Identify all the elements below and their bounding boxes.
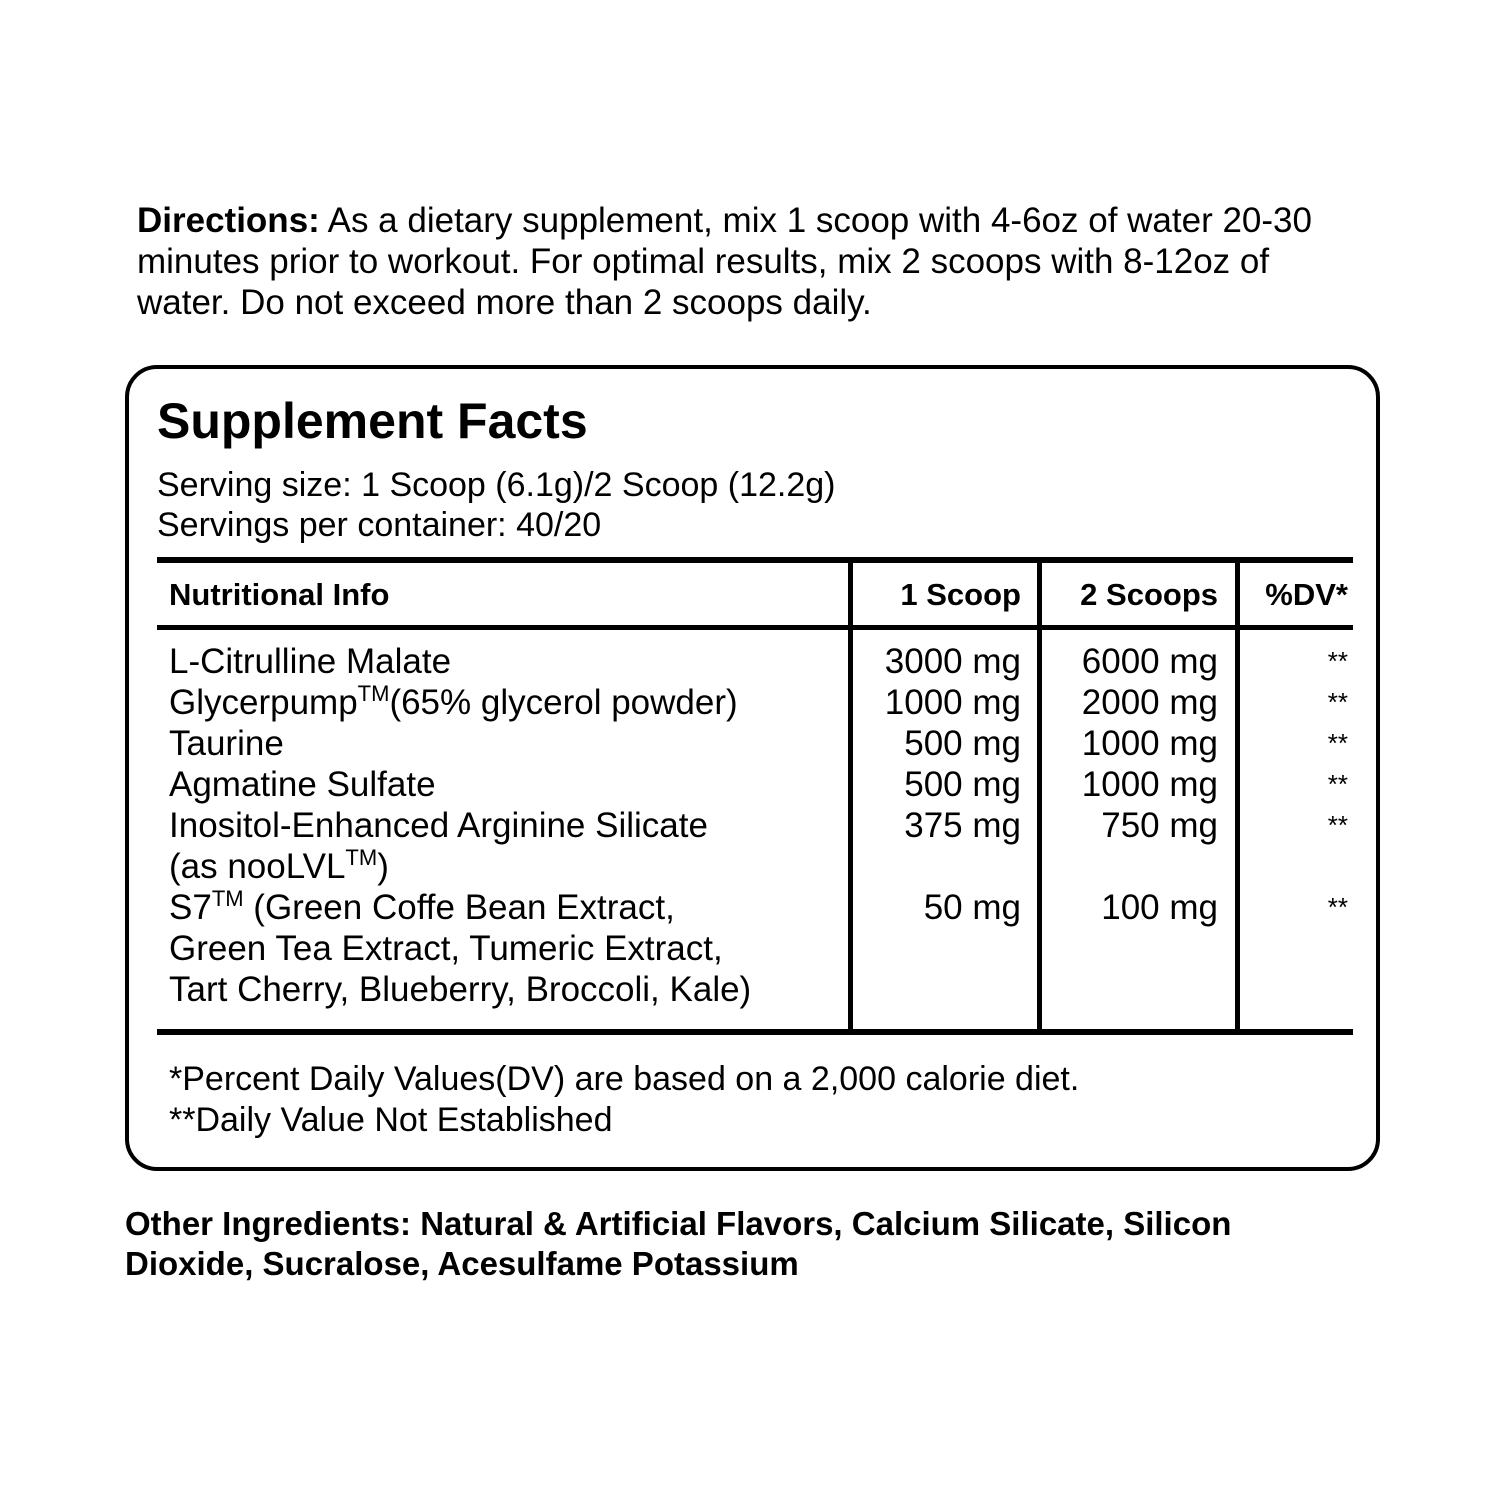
amount-2-scoops: 2000 mg xyxy=(1081,683,1218,722)
footnote-not-established: **Daily Value Not Established xyxy=(169,1101,613,1139)
servings-per-container: Servings per container: 40/20 xyxy=(157,506,602,544)
header-rule xyxy=(157,625,1353,630)
table-row xyxy=(129,805,1376,887)
daily-value: ** xyxy=(1327,769,1348,799)
ingredient-rows xyxy=(129,641,1376,1010)
table-row xyxy=(129,887,1376,1010)
directions-label: Directions: xyxy=(137,201,320,240)
footnote-dv: *Percent Daily Values(DV) are based on a 2,000 calorie diet. xyxy=(169,1060,1080,1098)
amount-2-scoops: 750 mg xyxy=(1101,806,1218,845)
trademark: TM xyxy=(345,845,378,870)
top-rule xyxy=(157,557,1353,563)
amount-1-scoop: 3000 mg xyxy=(884,642,1021,681)
header-2-scoops: 2 Scoops xyxy=(1080,577,1218,612)
amount-1-scoop: 50 mg xyxy=(923,888,1021,927)
serving-info xyxy=(157,465,836,545)
amount-2-scoops: 6000 mg xyxy=(1081,642,1218,681)
bottom-rule xyxy=(157,1029,1353,1035)
amount-2-scoops: 1000 mg xyxy=(1081,765,1218,804)
amount-1-scoop: 500 mg xyxy=(904,724,1021,763)
daily-value: ** xyxy=(1327,687,1348,717)
supplement-facts-panel xyxy=(125,365,1380,1171)
trademark: TM xyxy=(211,886,244,911)
ingredient-name: Taurine xyxy=(169,724,284,763)
ingredient-name: Inositol-Enhanced Arginine Silicate (as nooLVL™) xyxy=(169,806,708,886)
ingredient-name: S7™ (Green Coffe Bean Extract, Green Tea Extract, Tumeric Extract, Tart Cherry, Blueberry, Broccoli, Kale) xyxy=(169,886,752,1009)
amount-1-scoop: 500 mg xyxy=(904,765,1021,804)
ingredient-name: L-Citrulline Malate xyxy=(169,642,452,681)
serving-size: Serving size: 1 Scoop (6.1g)/2 Scoop (12.2g) xyxy=(157,466,836,504)
daily-value: ** xyxy=(1327,728,1348,758)
ingredient-name: Agmatine Sulfate xyxy=(169,765,436,804)
directions-text: As a dietary supplement, mix 1 scoop with 4-6oz of water 20-30 minutes prior to workout. For optimal results, mix 2 scoops with 8-12oz of water. Do not exceed more than 2 scoops daily. xyxy=(137,201,1312,322)
footnotes xyxy=(169,1059,1079,1141)
trademark: TM xyxy=(357,681,390,706)
table-row xyxy=(129,723,1376,764)
amount-1-scoop: 375 mg xyxy=(904,806,1021,845)
directions xyxy=(137,200,1367,323)
daily-value: ** xyxy=(1327,810,1348,840)
amount-2-scoops: 1000 mg xyxy=(1081,724,1218,763)
other-ingredients: Other Ingredients: Natural & Artificial Flavors, Calcium Silicate, Silicon Dioxide, Sucralose, Acesulfame Potassium xyxy=(125,1205,1232,1282)
table-row xyxy=(129,764,1376,805)
amount-2-scoops: 100 mg xyxy=(1101,888,1218,927)
facts-title: Supplement Facts xyxy=(157,393,588,449)
header-1-scoop: 1 Scoop xyxy=(900,577,1021,612)
table-row xyxy=(129,641,1376,682)
ingredient-name: Glycerpump™(65% glycerol powder) xyxy=(169,681,738,722)
header-nutritional-info: Nutritional Info xyxy=(169,577,390,612)
table-row xyxy=(129,682,1376,723)
amount-1-scoop: 1000 mg xyxy=(884,683,1021,722)
daily-value: ** xyxy=(1327,646,1348,676)
daily-value: ** xyxy=(1327,892,1348,922)
header-dv: %DV* xyxy=(1265,577,1348,612)
